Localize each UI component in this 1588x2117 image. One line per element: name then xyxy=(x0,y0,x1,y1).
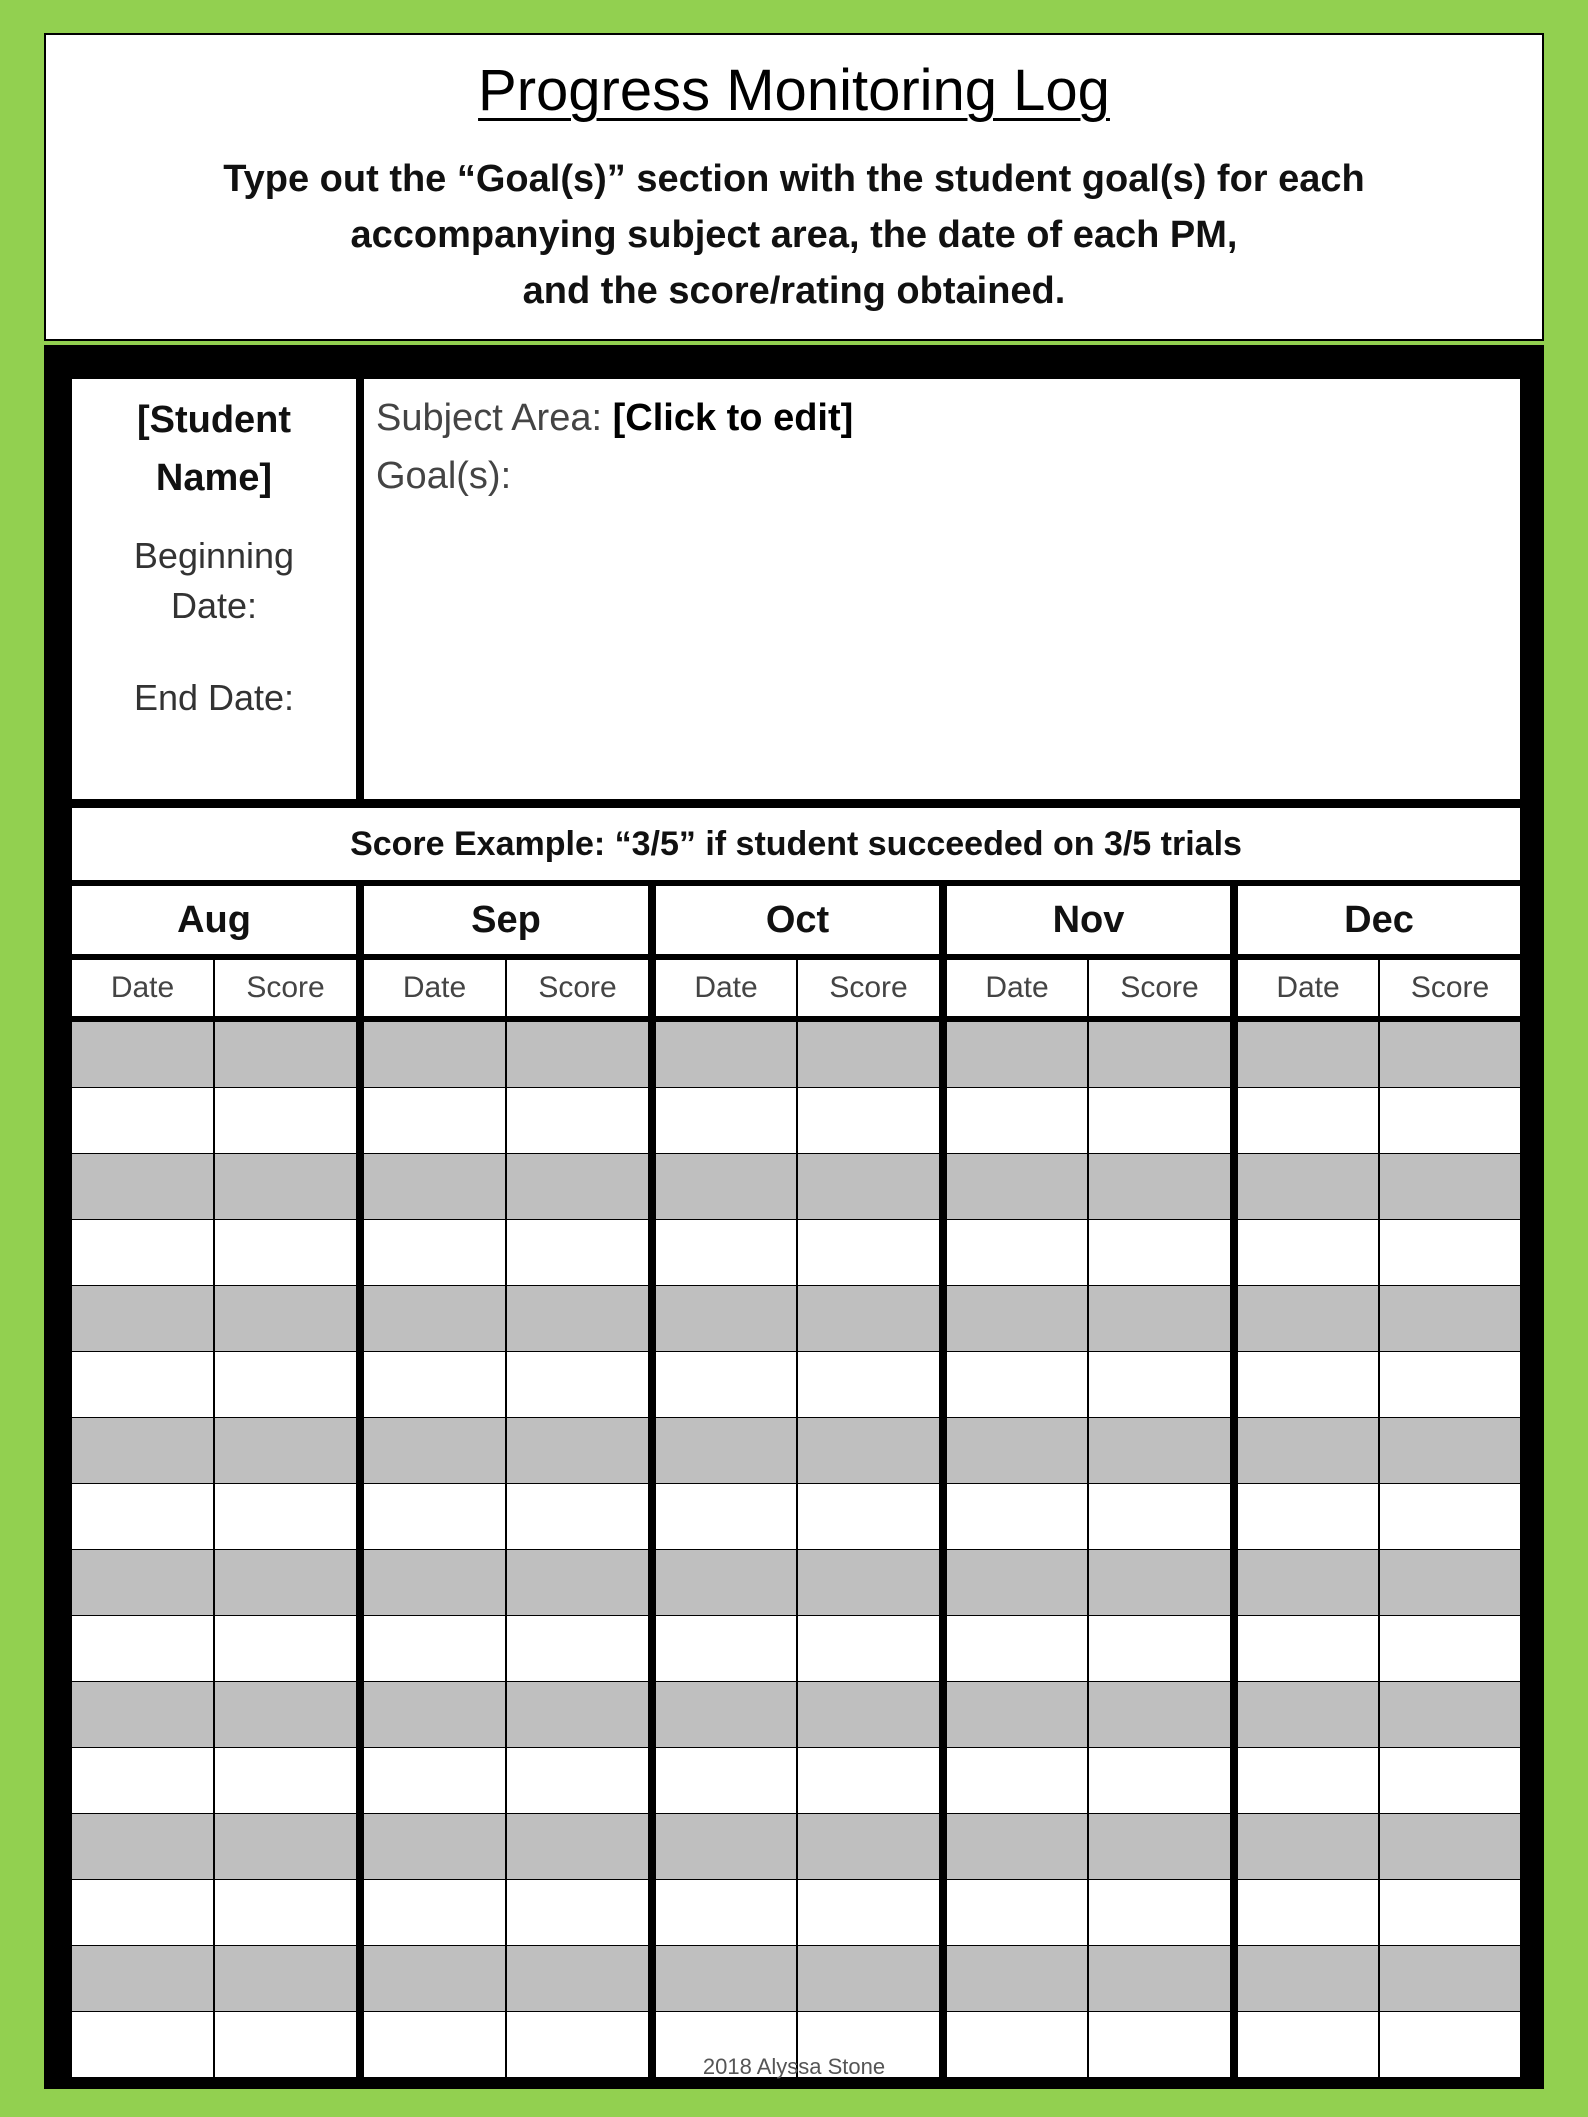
date-entry-cell[interactable] xyxy=(364,1352,505,1417)
date-entry-cell[interactable] xyxy=(947,1550,1087,1615)
score-entry-cell[interactable] xyxy=(798,1682,939,1747)
date-entry-cell[interactable] xyxy=(72,1220,213,1285)
score-entry-cell[interactable] xyxy=(1089,1484,1230,1549)
score-entry-cell[interactable] xyxy=(1089,1220,1230,1285)
date-entry-cell[interactable] xyxy=(947,1022,1087,1087)
date-entry-cell[interactable] xyxy=(364,1022,505,1087)
date-entry-cell[interactable] xyxy=(1238,1088,1378,1153)
month-header-dec: Dec xyxy=(1238,886,1520,954)
date-entry-cell[interactable] xyxy=(947,1880,1087,1945)
date-entry-cell[interactable] xyxy=(656,1022,796,1087)
goal-field[interactable]: Goal(s): xyxy=(376,455,512,497)
date-entry-cell[interactable] xyxy=(947,1616,1087,1681)
date-entry-cell[interactable] xyxy=(364,1286,505,1351)
date-entry-cell[interactable] xyxy=(72,1022,213,1087)
score-entry-cell[interactable] xyxy=(1089,1682,1230,1747)
date-entry-cell[interactable] xyxy=(947,1286,1087,1351)
date-entry-cell[interactable] xyxy=(72,1550,213,1615)
score-entry-cell[interactable] xyxy=(507,1814,648,1879)
score-entry-cell[interactable] xyxy=(507,1088,648,1153)
score-entry-cell[interactable] xyxy=(1380,1022,1520,1087)
score-entry-cell[interactable] xyxy=(1380,1616,1520,1681)
score-entry-cell[interactable] xyxy=(1380,1352,1520,1417)
score-entry-cell[interactable] xyxy=(215,1484,356,1549)
date-entry-cell[interactable] xyxy=(364,1814,505,1879)
date-entry-cell[interactable] xyxy=(656,1814,796,1879)
score-entry-cell[interactable] xyxy=(1380,1748,1520,1813)
score-entry-cell[interactable] xyxy=(507,1220,648,1285)
score-entry-cell[interactable] xyxy=(215,1286,356,1351)
end-date-field[interactable]: End Date: xyxy=(133,677,295,718)
date-entry-cell[interactable] xyxy=(947,1088,1087,1153)
score-entry-cell[interactable] xyxy=(215,1220,356,1285)
score-entry-cell[interactable] xyxy=(798,1088,939,1153)
score-column-header: Score xyxy=(1380,960,1520,1016)
header-box xyxy=(44,33,1544,341)
date-entry-cell[interactable] xyxy=(72,1484,213,1549)
score-entry-cell[interactable] xyxy=(507,1682,648,1747)
date-entry-cell[interactable] xyxy=(1238,1022,1378,1087)
date-column-header: Date xyxy=(656,960,796,1016)
score-entry-cell[interactable] xyxy=(1380,1418,1520,1483)
score-entry-cell[interactable] xyxy=(215,1880,356,1945)
date-entry-cell[interactable] xyxy=(947,1748,1087,1813)
score-entry-cell[interactable] xyxy=(507,1484,648,1549)
date-entry-cell[interactable] xyxy=(1238,1418,1378,1483)
date-entry-cell[interactable] xyxy=(656,1946,796,2011)
date-entry-cell[interactable] xyxy=(656,1682,796,1747)
date-entry-cell[interactable] xyxy=(947,1418,1087,1483)
score-entry-cell[interactable] xyxy=(798,1550,939,1615)
score-entry-cell[interactable] xyxy=(215,1022,356,1087)
instruction-line: Type out the “Goal(s)” section with the student goal(s) for each xyxy=(223,158,1365,200)
score-entry-cell[interactable] xyxy=(1089,1748,1230,1813)
date-entry-cell[interactable] xyxy=(72,1418,213,1483)
date-column-header: Date xyxy=(72,960,213,1016)
beginning-date-field[interactable] xyxy=(72,531,356,631)
score-entry-cell[interactable] xyxy=(215,1682,356,1747)
date-entry-cell[interactable] xyxy=(1238,1748,1378,1813)
score-entry-cell[interactable] xyxy=(215,1748,356,1813)
subject-area-edit[interactable]: [Click to edit] xyxy=(612,397,854,439)
goal-panel xyxy=(364,379,1520,799)
date-entry-cell[interactable] xyxy=(656,1418,796,1483)
date-entry-cell[interactable] xyxy=(364,1946,505,2011)
score-entry-cell[interactable] xyxy=(1380,1154,1520,1219)
date-entry-cell[interactable] xyxy=(656,1484,796,1549)
score-column-header: Score xyxy=(507,960,648,1016)
date-entry-cell[interactable] xyxy=(1238,1880,1378,1945)
date-entry-cell[interactable] xyxy=(72,1946,213,2011)
date-entry-cell[interactable] xyxy=(72,1682,213,1747)
subject-area-label: Subject Area: xyxy=(376,397,603,439)
score-entry-cell[interactable] xyxy=(798,1814,939,1879)
score-entry-cell[interactable] xyxy=(507,1418,648,1483)
copyright-footer: 2018 Alyssa Stone xyxy=(702,2054,886,2079)
month-header-sep: Sep xyxy=(364,886,648,954)
score-entry-cell[interactable] xyxy=(798,1880,939,1945)
score-entry-cell[interactable] xyxy=(798,1154,939,1219)
date-entry-cell[interactable] xyxy=(364,1880,505,1945)
score-entry-cell[interactable] xyxy=(215,1616,356,1681)
score-entry-cell[interactable] xyxy=(1380,1088,1520,1153)
score-entry-cell[interactable] xyxy=(1089,1352,1230,1417)
score-entry-cell[interactable] xyxy=(507,1154,648,1219)
score-entry-cell[interactable] xyxy=(798,1946,939,2011)
student-name-line: Name] xyxy=(155,457,273,499)
score-entry-cell[interactable] xyxy=(798,1616,939,1681)
date-entry-cell[interactable] xyxy=(364,1220,505,1285)
score-entry-cell[interactable] xyxy=(1089,1022,1230,1087)
score-entry-cell[interactable] xyxy=(798,1352,939,1417)
score-entry-cell[interactable] xyxy=(507,1550,648,1615)
subject-area-line xyxy=(364,389,1520,447)
score-entry-cell[interactable] xyxy=(215,1352,356,1417)
score-entry-cell[interactable] xyxy=(215,1088,356,1153)
score-entry-cell[interactable] xyxy=(507,1286,648,1351)
score-entry-cell[interactable] xyxy=(1380,1550,1520,1615)
date-entry-cell[interactable] xyxy=(72,1814,213,1879)
date-entry-cell[interactable] xyxy=(947,1814,1087,1879)
date-entry-cell[interactable] xyxy=(1238,1352,1378,1417)
date-entry-cell[interactable] xyxy=(364,1154,505,1219)
month-header-aug: Aug xyxy=(72,886,356,954)
student-name-line: [Student xyxy=(136,399,292,441)
date-entry-cell[interactable] xyxy=(364,1484,505,1549)
score-entry-cell[interactable] xyxy=(798,1220,939,1285)
date-entry-cell[interactable] xyxy=(656,1154,796,1219)
date-entry-cell[interactable] xyxy=(1238,1484,1378,1549)
month-header-nov: Nov xyxy=(947,886,1230,954)
date-entry-cell[interactable] xyxy=(72,1286,213,1351)
date-entry-cell[interactable] xyxy=(947,1682,1087,1747)
instruction-line: and the score/rating obtained. xyxy=(522,270,1066,312)
score-entry-cell[interactable] xyxy=(1380,1946,1520,2011)
date-entry-cell[interactable] xyxy=(72,1154,213,1219)
date-entry-cell[interactable] xyxy=(72,1748,213,1813)
score-entry-cell[interactable] xyxy=(507,1352,648,1417)
date-entry-cell[interactable] xyxy=(656,1550,796,1615)
student-info-panel xyxy=(72,379,356,799)
score-entry-cell[interactable] xyxy=(798,1286,939,1351)
date-entry-cell[interactable] xyxy=(656,1088,796,1153)
score-entry-cell[interactable] xyxy=(1089,1616,1230,1681)
score-example: Score Example: “3/5” if student succeeded on 3/5 trials xyxy=(72,808,1520,880)
student-name-field[interactable] xyxy=(72,391,356,507)
score-entry-cell[interactable] xyxy=(1380,1682,1520,1747)
score-entry-cell[interactable] xyxy=(507,1616,648,1681)
score-entry-cell[interactable] xyxy=(507,1946,648,2011)
score-entry-cell[interactable] xyxy=(1089,1088,1230,1153)
score-entry-cell[interactable] xyxy=(1380,1286,1520,1351)
score-entry-cell[interactable] xyxy=(1089,1550,1230,1615)
date-entry-cell[interactable] xyxy=(656,1286,796,1351)
score-entry-cell[interactable] xyxy=(215,1946,356,2011)
date-entry-cell[interactable] xyxy=(1238,1946,1378,2011)
beginning-date-label: Date: xyxy=(170,585,258,626)
date-entry-cell[interactable] xyxy=(656,1748,796,1813)
date-entry-cell[interactable] xyxy=(947,1946,1087,2011)
date-column-header: Date xyxy=(947,960,1087,1016)
score-entry-cell[interactable] xyxy=(215,1154,356,1219)
score-entry-cell[interactable] xyxy=(507,1748,648,1813)
date-entry-cell[interactable] xyxy=(364,1088,505,1153)
date-entry-cell[interactable] xyxy=(1238,1682,1378,1747)
date-entry-cell[interactable] xyxy=(947,1154,1087,1219)
score-entry-cell[interactable] xyxy=(1089,1946,1230,2011)
date-entry-cell[interactable] xyxy=(656,1616,796,1681)
instruction-line: accompanying subject area, the date of each PM, xyxy=(350,214,1238,256)
score-entry-cell[interactable] xyxy=(1380,1814,1520,1879)
date-entry-cell[interactable] xyxy=(364,1748,505,1813)
score-entry-cell[interactable] xyxy=(798,1022,939,1087)
score-entry-cell[interactable] xyxy=(1089,1880,1230,1945)
date-entry-cell[interactable] xyxy=(1238,1814,1378,1879)
score-entry-cell[interactable] xyxy=(1089,1154,1230,1219)
date-entry-cell[interactable] xyxy=(656,1880,796,1945)
score-column-header: Score xyxy=(1089,960,1230,1016)
date-entry-cell[interactable] xyxy=(947,1484,1087,1549)
date-column-header: Date xyxy=(1238,960,1378,1016)
score-entry-cell[interactable] xyxy=(798,1418,939,1483)
date-entry-cell[interactable] xyxy=(72,1352,213,1417)
date-entry-cell[interactable] xyxy=(947,1352,1087,1417)
score-column-header: Score xyxy=(798,960,939,1016)
date-entry-cell[interactable] xyxy=(364,1682,505,1747)
date-entry-cell[interactable] xyxy=(364,1418,505,1483)
date-entry-cell[interactable] xyxy=(364,1550,505,1615)
date-entry-cell[interactable] xyxy=(72,1880,213,1945)
score-entry-cell[interactable] xyxy=(215,1418,356,1483)
beginning-date-label: Beginning xyxy=(133,535,295,576)
date-entry-cell[interactable] xyxy=(656,1352,796,1417)
score-entry-cell[interactable] xyxy=(1089,1418,1230,1483)
score-entry-cell[interactable] xyxy=(798,1484,939,1549)
score-entry-cell[interactable] xyxy=(1380,1484,1520,1549)
score-entry-cell[interactable] xyxy=(798,1748,939,1813)
score-entry-cell[interactable] xyxy=(1089,1286,1230,1351)
date-entry-cell[interactable] xyxy=(947,1220,1087,1285)
date-entry-cell[interactable] xyxy=(1238,1154,1378,1219)
month-header-oct: Oct xyxy=(656,886,939,954)
score-entry-cell[interactable] xyxy=(215,1814,356,1879)
date-entry-cell[interactable] xyxy=(364,1616,505,1681)
date-entry-cell[interactable] xyxy=(1238,1550,1378,1615)
score-column-header: Score xyxy=(215,960,356,1016)
instructions xyxy=(46,151,1542,319)
score-entry-cell[interactable] xyxy=(507,1880,648,1945)
date-column-header: Date xyxy=(364,960,505,1016)
date-entry-cell[interactable] xyxy=(1238,1220,1378,1285)
date-entry-cell[interactable] xyxy=(656,1220,796,1285)
date-entry-cell[interactable] xyxy=(72,1616,213,1681)
score-entry-cell[interactable] xyxy=(1380,1220,1520,1285)
date-entry-cell[interactable] xyxy=(1238,1286,1378,1351)
page-title: Progress Monitoring Log xyxy=(478,58,1110,123)
score-entry-cell[interactable] xyxy=(1089,1814,1230,1879)
date-entry-cell[interactable] xyxy=(72,1088,213,1153)
date-entry-cell[interactable] xyxy=(1238,1616,1378,1681)
score-entry-cell[interactable] xyxy=(1380,1880,1520,1945)
score-entry-cell[interactable] xyxy=(507,1022,648,1087)
score-entry-cell[interactable] xyxy=(215,1550,356,1615)
